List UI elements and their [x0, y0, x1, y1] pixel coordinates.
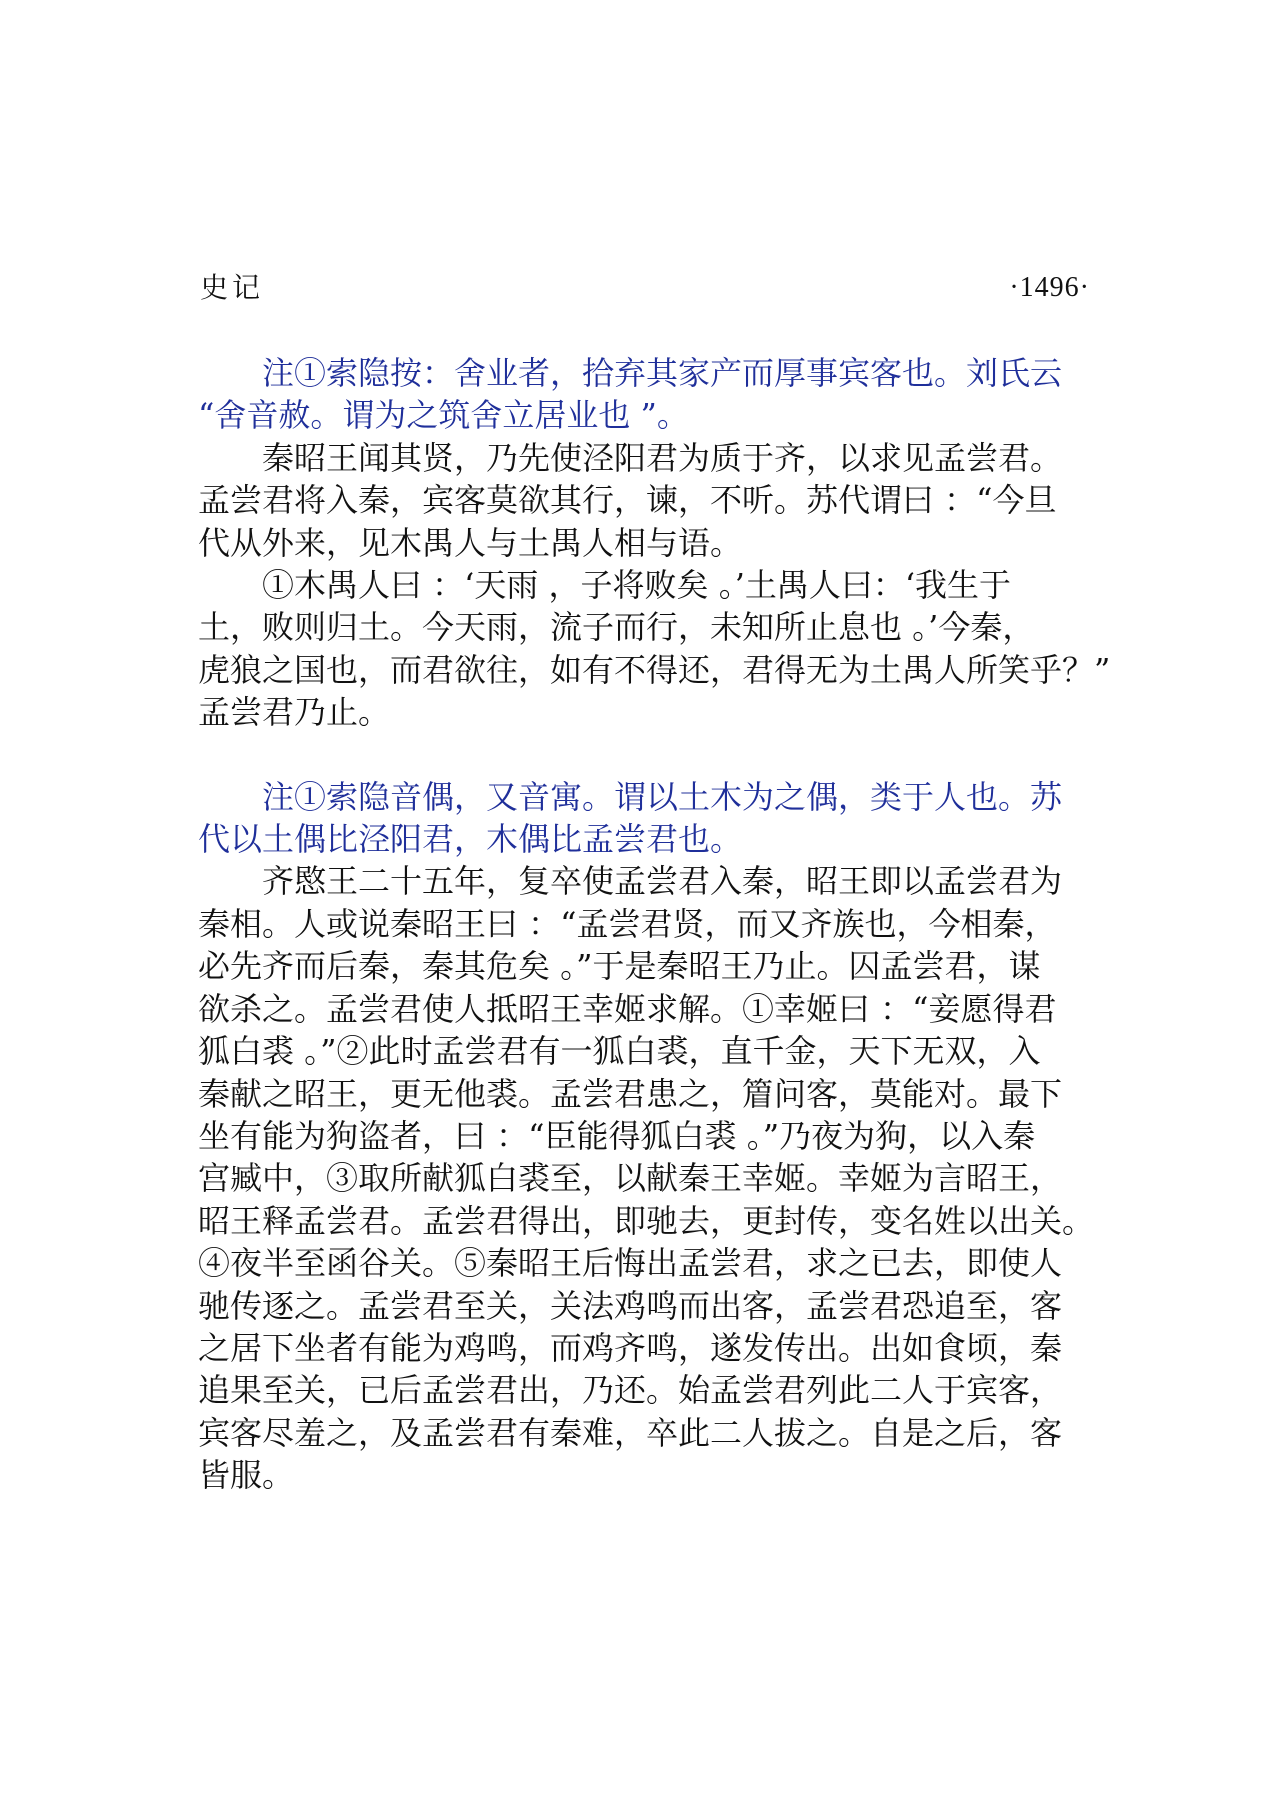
- annotation-note: 注①索隐按：舍业者，拾弃其家产而厚事宾客也。刘氏云 “舍音赦。谓为之筑舍立居业也 ”。: [198, 354, 1063, 435]
- body-paragraph: 齐愍王二十五年，复卒使孟尝君入秦，昭王即以孟尝君为 秦相。人或说秦昭王曰 ：“孟尝君贤，而又齐族也，今相秦， 必先齐而后秦，秦其危矣 。”于是秦昭王乃止。囚孟尝君，谋 欲杀之。孟尝君使人抵昭王幸姬求解。①幸姬曰 ：“妾愿得君 狐白裘 。”②此时孟尝君有一狐白裘，直千金，天下无双，入 秦献之昭王，更无他裘。孟尝君患之，篃问客，莫能对。最下 坐有能为狗盗者，曰 ：“臣能得狐白裘 。”乃夜为狗，以入秦 宫臧中，③取所献狐白裘至，以献秦王幸姬。幸姬为言昭王， 昭王释孟尝君。孟尝君得出，即驰去，更封传，变名姓以出关。 ④夜半至函谷关。⑤秦昭王后悔出孟尝君，求之已去，即使人 驰传逐之。孟尝君至关，关法鸡鸣而出客，孟尝君恐追至，客 之居下坐者有能为鸡鸣，而鸡齐鸣，遂发传出。出如食顷，秦 追果至关，已后孟尝君出，乃还。始孟尝君列此二人于宾客， 宾客尽羞之，及孟尝君有秦难，卒此二人拔之。自是之后，客 皆服。: [198, 862, 1095, 1495]
- annotation-note: 注①索隐音偶，又音寓。谓以土木为之偶，类于人也。苏 代以土偶比泾阳君，木偶比孟尝君也。: [198, 777, 1063, 859]
- page-header: [200, 268, 1090, 308]
- body-paragraph: 秦昭王闻其贤，乃先使泾阳君为质于齐，以求见孟尝君。 孟尝君将入秦，宾客莫欲其行，谏，不听。苏代谓曰 ：“今旦 代从外来，见木禺人与土禺人相与语。: [198, 438, 1063, 562]
- page-number: ·1496·: [1009, 272, 1090, 303]
- book-title: 史记: [200, 271, 265, 304]
- page-content: [198, 352, 1128, 1497]
- body-paragraph: ①木禺人曰 ：‘天雨 ，子将败矣 。’土禺人曰：‘我生于 土，败则归土。今天雨，流子而行，未知所止息也 。’今秦， 虎狼之国也，而君欲往，如有不得还，君得无为土禺人所笑乎？” 孟尝君乃止。: [198, 566, 1111, 732]
- paragraph-spacer: [198, 734, 1128, 776]
